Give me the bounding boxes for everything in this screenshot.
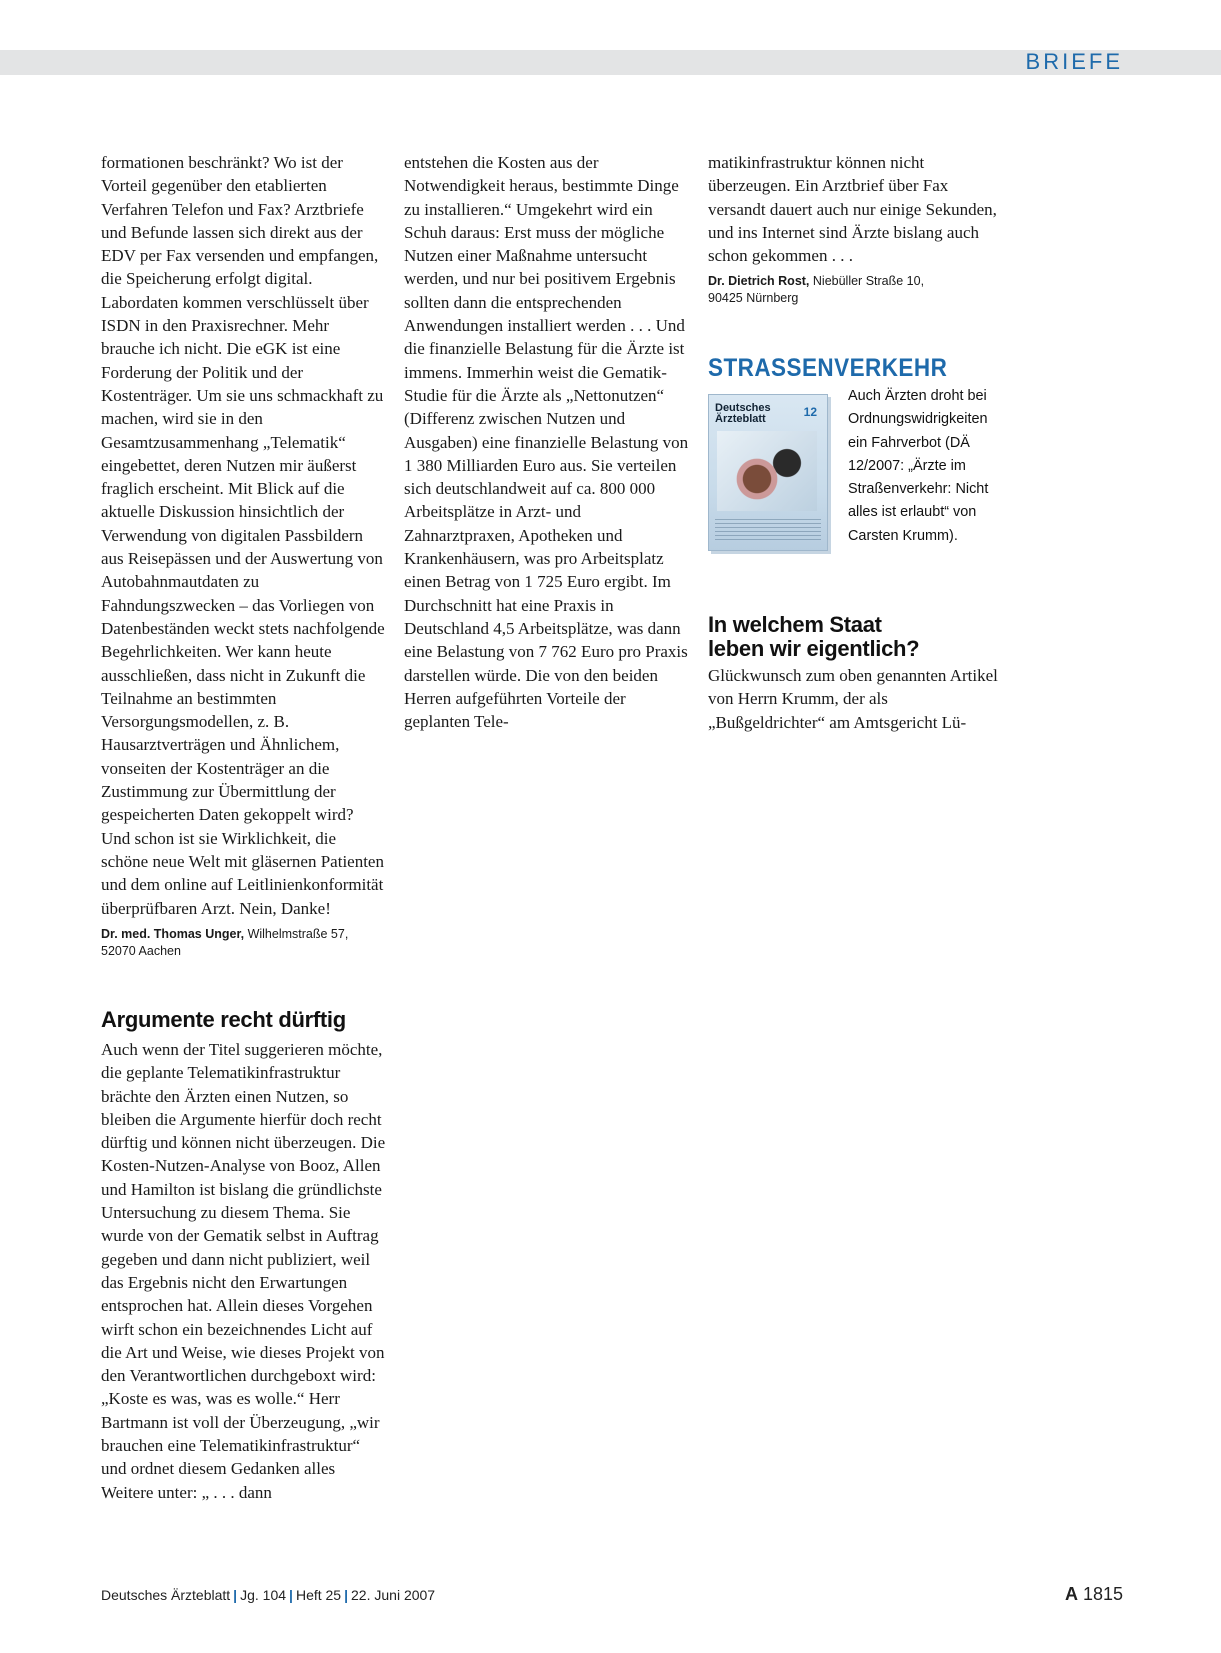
- letter-1-address-line1: Wilhelmstraße 57,: [244, 926, 349, 941]
- letter-2-address-line2: 90425 Nürnberg: [708, 291, 799, 306]
- letter-1-author: Dr. med. Thomas Unger,: [101, 926, 245, 941]
- letter-3-heading-line2: leben wir eigentlich?: [708, 636, 920, 661]
- page-number-value: 1815: [1082, 1584, 1123, 1604]
- column-1: [101, 151, 386, 960]
- topic-reference: Auch Ärzten droht bei Ordnungswidrigkeiten ein Fahrverbot (DÄ 12/2007: „Ärzte im Straßenverkehr: Nicht alles ist erlaubt“ von Carsten Krumm).: [848, 387, 989, 544]
- letter-2-address-line1: Niebüller Straße 10,: [809, 274, 925, 289]
- page-prefix: A: [1064, 1584, 1078, 1604]
- footer-separator: |: [289, 1587, 293, 1603]
- letter-1-body: formationen beschränkt? Wo ist der Vorteil gegenüber den etablierten Verfahren Telefon und Fax? Arztbriefe und Befunde lassen sich direkt aus der EDV per Fax versenden und empfangen, die Speicherung erfolgt digital. Labordaten kommen verschlüsselt über ISDN in den Praxisrechner. Mehr brauche ich nicht. Die eGK ist eine Forderung der Politik und der Kostenträger. Um sie uns schmackhaft zu machen, wird sie in den Gesamtzusammenhang „Telematik“ eingebettet, deren Nutzen mir äußerst fraglich erscheint. Mit Blick auf die aktuelle Diskussion hinsichtlich der Verwendung von digitalen Passbildern aus Reisepässen und der Auswertung von Autobahnmautdaten zu Fahndungszwecken – das Vorliegen von Datenbeständen weckt stets nachfolgende Begehrlichkeiten. Wer kann heute ausschließen, dass nicht in Zukunft die Teilnahme an bestimmten Versorgungsmodellen, z. B. Hausarztverträgen und Ähnlichem, vonseiten der Kostenträger an die Zustimmung zur Übermittlung der gespeicherten Daten gekoppelt wird? Und schon ist sie Wirklichkeit, die schöne neue Welt mit gläsernen Patienten und dem online auf Leitlinienkonformität überprüfbaren Arzt. Nein, Danke!: [101, 153, 385, 918]
- cover-masthead: [715, 403, 771, 425]
- letter-2-signature: [708, 273, 998, 307]
- footer-issue: Heft 25: [295, 1587, 342, 1603]
- section-label: BRIEFE: [1025, 49, 1123, 74]
- letter-3-heading: [708, 613, 998, 661]
- letter-2: [101, 1008, 386, 1504]
- letter-2-author: Dr. Dietrich Rost,: [708, 274, 810, 289]
- letter-2-body: Auch wenn der Titel suggerieren möchte, die geplante Telematikinfrastruktur brächte den Ärzten einen Nutzen, so bleiben die Argumente hierfür doch recht dürftig und können nicht überzeugen. Die Kosten-Nutzen-Analyse von Booz, Allen und Hamilton ist bislang die gründlichste Untersuchung zu diesem Thema. Sie wurde von der Gematik selbst in Auftrag gegeben und dann nicht publiziert, weil das Ergebnis nicht den Erwartungen entsprochen hat. Allein dieses Vorgehen wirft schon ein bezeichnendes Licht auf die Art und Weise, wie dieses Projekt von den Verantwortlichen durchgeboxt wird: „Koste es was, was es wolle.“ Herr Bartmann ist voll der Überzeugung, „wir brauchen eine Telematikinfrastruktur“ und ordnet diesem Gedanken alles Weitere unter: „ . . . dann: [101, 1040, 386, 1502]
- page-footer: [101, 1584, 1123, 1608]
- letter-2-body-continued: entstehen die Kosten aus der Notwendigkeit heraus, bestimmte Dinge zu installieren.“ Umgekehrt wird ein Schuh daraus: Erst muss der mögliche Nutzen einer Maßnahme untersucht werden, und nur bei positivem Ergebnis sollten dann die entsprechenden Anwendungen installiert werden . . . Und die finanzielle Belastung für die Ärzte ist immens. Immerhin weist die Gematik-Studie für die Ärzte als „Nettonutzen“ (Differenz zwischen Nutzen und Ausgaben) eine finanzielle Belastung von 1 380 Milliarden Euro aus. Sie verteilen sich deutschlandweit auf ca. 800 000 Arbeitsplätze in Arzt- und Zahnarztpraxen, Apotheken und Krankenhäusern, was pro Arbeitsplatz einen Betrag von 1 725 Euro ergibt. Im Durchschnitt hat eine Praxis in Deutschland 4,5 Arbeitsplätze, was dann eine Belastung von 7 762 Euro pro Praxis darstellen würde. Die von den beiden Herren aufgeführten Vorteile der geplanten Tele-: [404, 153, 689, 732]
- cover-issue-number: 12: [803, 405, 817, 419]
- magazine-cover-thumbnail: [708, 394, 828, 551]
- footer-journal: Deutsches Ärzteblatt: [101, 1587, 231, 1603]
- letter-3: [708, 613, 998, 734]
- footer-separator: |: [344, 1587, 349, 1603]
- cover-image: [717, 431, 817, 511]
- footer-volume: Jg. 104: [240, 1587, 287, 1603]
- cover-title-line1: Deutsches: [715, 402, 771, 414]
- letter-1-address-line2: 52070 Aachen: [101, 943, 181, 958]
- topic-heading: STRASSENVERKEHR: [708, 354, 948, 382]
- footer-date: 22. Juni 2007: [351, 1587, 436, 1603]
- letter-2-heading: Argumente recht dürftig: [101, 1007, 346, 1032]
- cover-text-lines: [715, 519, 821, 541]
- footer-separator: |: [233, 1587, 238, 1603]
- letter-3-body: Glückwunsch zum oben genannten Artikel von Herrn Krumm, der als „Bußgeldrichter“ am Amtsgericht Lü-: [708, 666, 998, 732]
- letter-2-body-end: matikinfrastruktur können nicht überzeugen. Ein Arztbrief über Fax versandt dauert auch nur einige Sekunden, und ins Internet sind Ärzte bislang auch schon gekommen . . .: [708, 153, 997, 266]
- letter-3-heading-line1: In welchem Staat: [708, 612, 882, 637]
- footer-publication: [101, 1587, 435, 1603]
- column-3: [708, 151, 998, 307]
- column-2: [404, 151, 694, 733]
- letter-1-signature: [101, 926, 386, 960]
- page-number: [1065, 1584, 1123, 1605]
- cover-title-line2: Ärzteblatt: [715, 413, 766, 425]
